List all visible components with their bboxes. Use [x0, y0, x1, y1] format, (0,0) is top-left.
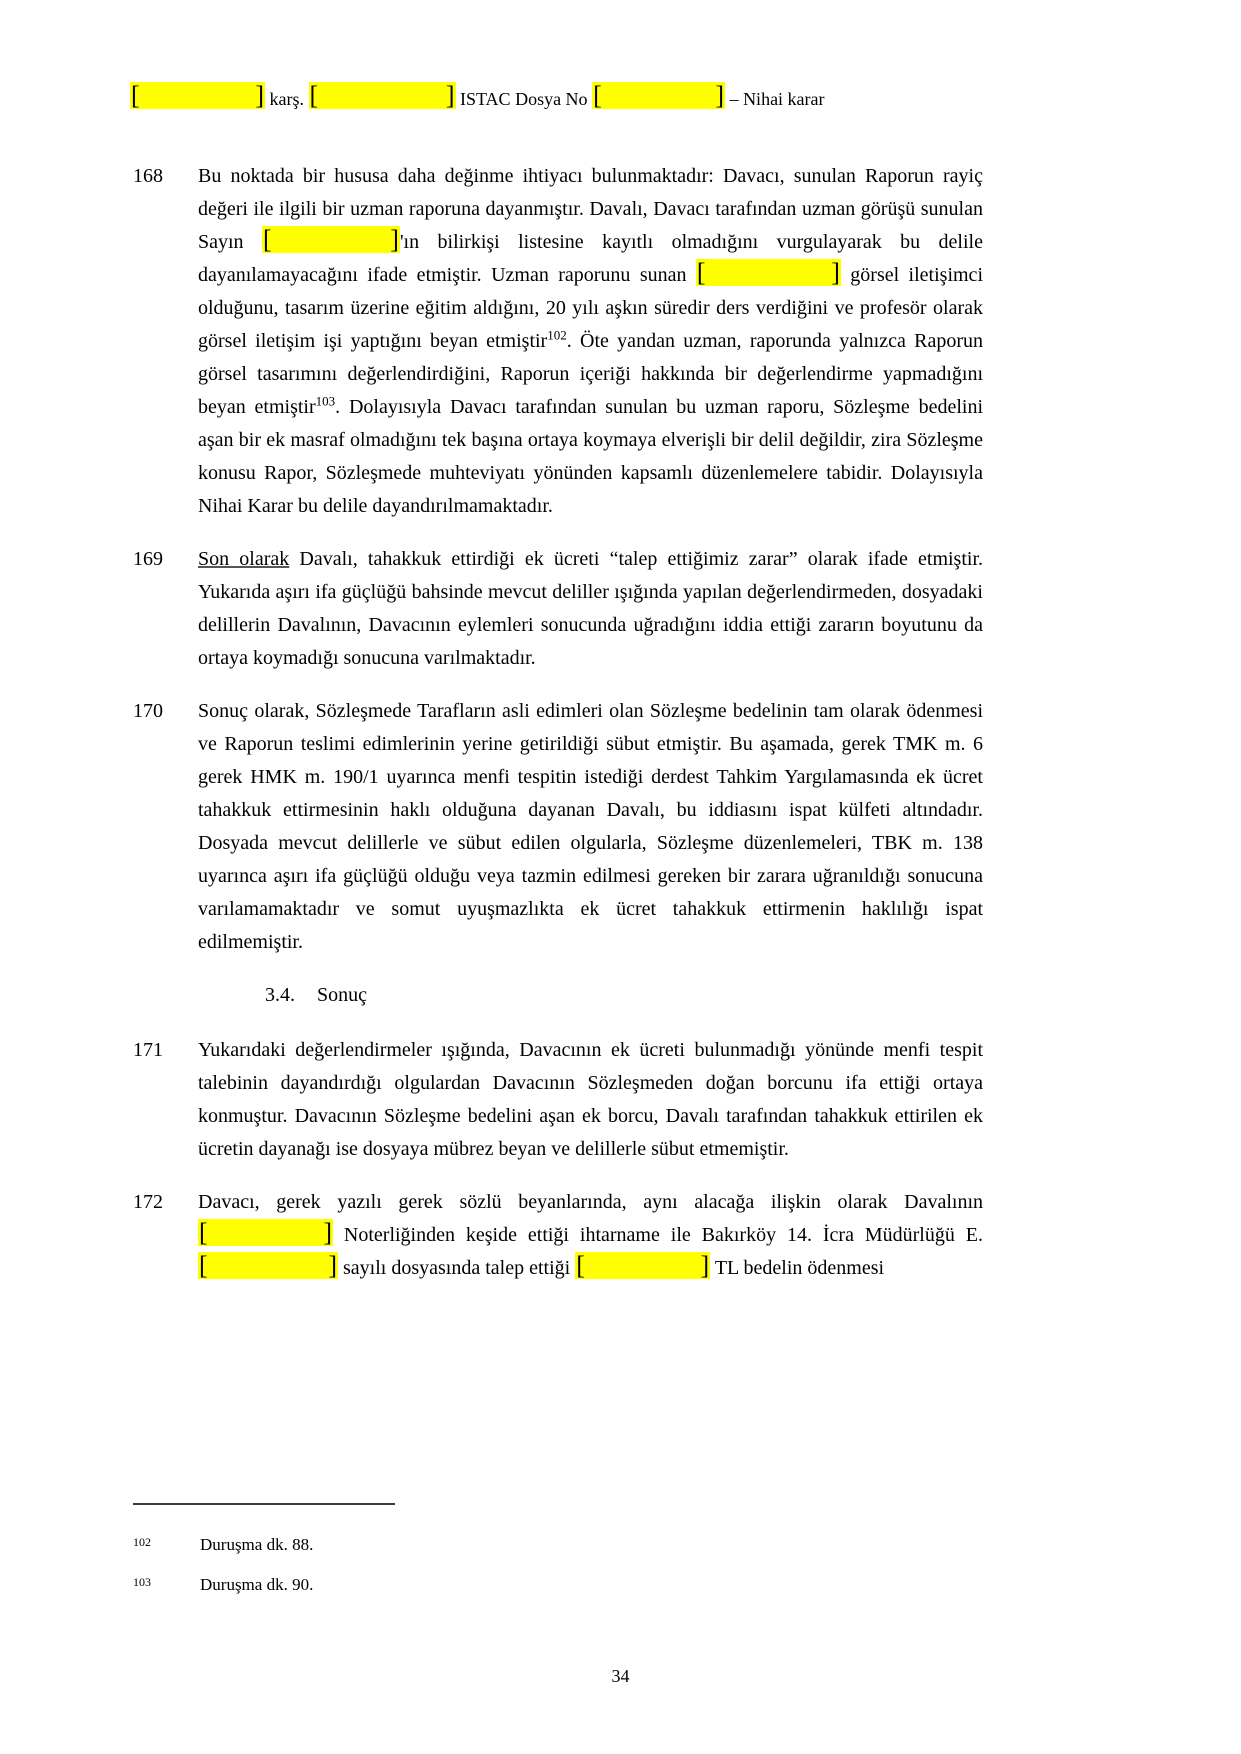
paragraph-172	[133, 1186, 983, 1285]
document-body	[133, 160, 983, 1305]
footnote-number: 102	[133, 1535, 151, 1549]
paragraph-171	[133, 1034, 983, 1166]
footnote-list	[133, 1533, 983, 1597]
redacted-highlight: [ ]	[576, 1250, 710, 1280]
redacted-highlight: [ ]	[309, 80, 455, 110]
footnote-number: 103	[133, 1575, 151, 1589]
paragraph-170	[133, 695, 983, 959]
underlined-text: Son olarak	[198, 548, 290, 570]
section-heading-title: Sonuç	[317, 984, 367, 1006]
paragraph-number: 169	[133, 548, 163, 570]
footnote-text: Duruşma dk. 88.	[200, 1535, 314, 1554]
footnote-reference: 103	[315, 393, 336, 409]
page-header: [ ] karş. [ ] ISTAC Dosya No [ ] – Nihai karar	[131, 80, 825, 110]
redacted-highlight: [ ]	[696, 257, 840, 287]
paragraph-text: Davacı, gerek yazılı gerek sözlü beyanlarında, aynı alacağa ilişkin olarak Davalının [ ] Noterliğinden keşide ettiği ihtarname ile Bakırköy 14. İcra Müdürlüğü E. [ ] sayılı dosyasında talep ettiği [ ] TL bedelin ödenmesi	[198, 1191, 983, 1280]
paragraph-text: Bu noktada bir hususa daha değinme ihtiyacı bulunmaktadır: Davacı, sunulan Raporun rayiç değeri ile ilgili bir uzman raporuna dayanmıştır. Davalı, Davacı tarafından uzman görüşü sunulan Sayın [ ] 'ın bilirkişi listesine kayıtlı olmadığını vurgulayarak bu delile dayanılamayacağını ifade etmiştir. Uzman raporunu sunan [ ] görsel iletişimci olduğunu, tasarım üzerine eğitim aldığını, 20 yılı aşkın süredir ders verdiğini ve profesör olarak görsel iletişim işi yaptığını beyan etmiştir$^{102}$. Öte yandan uzman, raporunda yalnızca Raporun görsel tasarımını değerlendirdiğini, Raporun içeriği hakkında bir değerlendirme yapmadığını beyan etmiştir$^{103}$. Dolayısıyla Davacı tarafından sunulan bu uzman raporu, Sözleşme bedelini aşan bir ek masraf olmadığını tek başına ortaya koymaya elverişli bir delil değildir, zira Sözleşme konusu Rapor, Sözleşmede muhteviyatı yönünden kapsamlı düzenlemelere tabidir. Dolayısıyla Nihai Karar bu delile dayandırılmamaktadır.	[198, 165, 984, 517]
page-number: 34	[611, 1666, 630, 1686]
paragraph-text: Yukarıdaki değerlendirmeler ışığında, Davacının ek ücreti bulunmadığı yönünde menfi tespit talebinin dayandırdığı olgulardan Davacının Sözleşmeden doğan borcunu ifa ettiği ortaya konmuştur. Davacının Sözleşme bedelini aşan ek borcu, Davalı tarafından tahakkuk ettirilen ek ücretin dayanağı ise dosyaya mübrez beyan ve delillerle sübut etmemiştir.	[198, 1039, 983, 1160]
footnote-text: Duruşma dk. 90.	[200, 1575, 314, 1594]
paragraph-number: 171	[133, 1039, 163, 1061]
paragraph-text: Son olarak Davalı, tahakkuk ettirdiği ek ücreti “talep ettiğimiz zarar” olarak ifade etmiştir. Yukarıda aşırı ifa güçlüğü bahsinde mevcut deliller ışığında yapılan değerlendirmeden, dosyadaki delillerin Davalının, Davacının eylemleri sonucunda uğradığını iddia ettiği zararın boyutunu da ortaya koymadığı sonucuna varılmaktadır.	[198, 548, 984, 669]
footnote-103	[133, 1573, 983, 1597]
paragraph-text: Sonuç olarak, Sözleşmede Tarafların asli edimleri olan Sözleşme bedelinin tam olarak ödenmesi ve Raporun teslimi edimlerinin yerine getirildiği sübut etmiştir. Bu aşamada, gerek TMK m. 6 gerek HMK m. 190/1 uyarınca menfi tespitin istediği derdest Tahkim Yargılamasında ek ücret tahakkuk ettirmesinin haklı olduğuna dayanan Davalı, bu iddiasını ispat külfeti altındadır. Dosyada mevcut delillerle ve sübut edilen olgularla, Sözleşme düzenlemeleri, TBK m. 138 uyarınca aşırı ifa güçlüğü olduğu veya tazmin edilmesi gereken bir zarara uğranıldığı sonucuna varılamamaktadır ve somut uyuşmazlıkta ek ücret tahakkuk ettirmenin haklılığı ispat edilmemiştir.	[198, 700, 983, 953]
paragraph-number: 168	[133, 165, 163, 187]
paragraph-number: 170	[133, 700, 163, 722]
paragraph-number: 172	[133, 1191, 163, 1213]
section-heading-number: 3.4.	[265, 984, 295, 1006]
redacted-highlight: [ ]	[262, 224, 399, 254]
paragraph-169	[133, 543, 983, 675]
section-heading	[265, 979, 983, 1012]
footnote-102	[133, 1533, 983, 1557]
footnote-reference: 102	[547, 327, 567, 343]
footnote-separator	[133, 1503, 395, 1505]
redacted-highlight: [ ]	[131, 80, 264, 110]
redacted-highlight: [ ]	[593, 80, 725, 110]
redacted-highlight: [ ]	[199, 1250, 337, 1280]
redacted-highlight: [ ]	[199, 1217, 332, 1247]
footnotes-section	[133, 1503, 983, 1613]
paragraph-168	[133, 160, 983, 523]
